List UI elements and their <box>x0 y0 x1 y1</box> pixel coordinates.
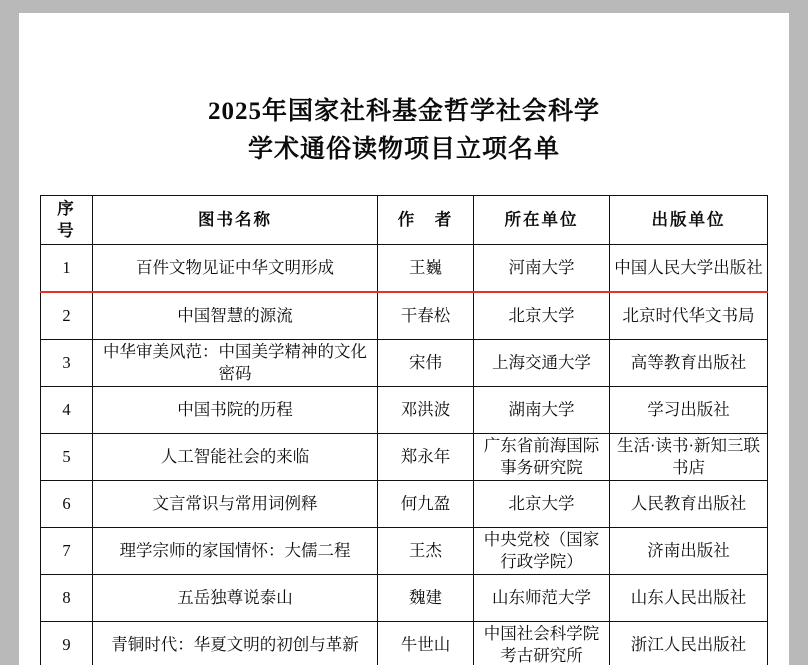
title-line-2: 学术通俗读物项目立项名单 <box>247 136 560 163</box>
cell-author: 牛世山 <box>378 622 474 665</box>
cell-author: 郑永年 <box>378 434 474 481</box>
cell-organization: 中国社会科学院考古研究所 <box>474 622 610 665</box>
cell-book-name: 文言常识与常用词例释 <box>93 481 378 528</box>
title-line-1: 2025年国家社科基金哲学社会科学 <box>207 98 600 125</box>
table-row <box>41 292 768 340</box>
cell-publisher: 北京时代华文书局 <box>610 292 768 340</box>
cell-index: 1 <box>41 245 93 293</box>
cell-index: 3 <box>41 340 93 387</box>
cell-publisher: 学习出版社 <box>610 387 768 434</box>
cell-book-name: 中华审美风范：中国美学精神的文化密码 <box>93 340 378 387</box>
table-header-row <box>41 196 768 245</box>
table-row <box>41 387 768 434</box>
cell-publisher: 济南出版社 <box>610 528 768 575</box>
cell-organization: 北京大学 <box>474 292 610 340</box>
project-list-table <box>40 195 768 665</box>
cell-organization: 上海交通大学 <box>474 340 610 387</box>
cell-organization: 湖南大学 <box>474 387 610 434</box>
table-row <box>41 245 768 293</box>
cell-publisher: 人民教育出版社 <box>610 481 768 528</box>
cell-publisher: 生活·读书·新知三联书店 <box>610 434 768 481</box>
header-organization: 所在单位 <box>474 196 610 245</box>
cell-index: 7 <box>41 528 93 575</box>
cell-book-name: 百件文物见证中华文明形成 <box>93 245 378 293</box>
cell-index: 2 <box>41 292 93 340</box>
table-row <box>41 575 768 622</box>
cell-publisher: 浙江人民出版社 <box>610 622 768 665</box>
cell-organization: 河南大学 <box>474 245 610 293</box>
document-page <box>19 13 789 665</box>
cell-index: 8 <box>41 575 93 622</box>
header-author: 作 者 <box>378 196 474 245</box>
cell-organization: 广东省前海国际事务研究院 <box>474 434 610 481</box>
table-row <box>41 622 768 665</box>
cell-book-name: 中国书院的历程 <box>93 387 378 434</box>
table-row <box>41 528 768 575</box>
header-book-name: 图书名称 <box>93 196 378 245</box>
cell-author: 王杰 <box>378 528 474 575</box>
cell-author: 何九盈 <box>378 481 474 528</box>
cell-publisher: 中国人民大学出版社 <box>610 245 768 293</box>
table-body <box>41 245 768 665</box>
cell-index: 5 <box>41 434 93 481</box>
cell-author: 干春松 <box>378 292 474 340</box>
cell-publisher: 高等教育出版社 <box>610 340 768 387</box>
cell-organization: 山东师范大学 <box>474 575 610 622</box>
cell-index: 9 <box>41 622 93 665</box>
cell-author: 宋伟 <box>378 340 474 387</box>
table-row <box>41 434 768 481</box>
cell-organization: 中央党校（国家行政学院） <box>474 528 610 575</box>
table-row <box>41 340 768 387</box>
cell-index: 6 <box>41 481 93 528</box>
cell-book-name: 人工智能社会的来临 <box>93 434 378 481</box>
header-index: 序 号 <box>41 196 93 245</box>
cell-book-name: 理学宗师的家国情怀：大儒二程 <box>93 528 378 575</box>
cell-publisher: 山东人民出版社 <box>610 575 768 622</box>
cell-book-name: 五岳独尊说泰山 <box>93 575 378 622</box>
cell-author: 魏建 <box>378 575 474 622</box>
cell-index: 4 <box>41 387 93 434</box>
cell-book-name: 青铜时代：华夏文明的初创与革新 <box>93 622 378 665</box>
cell-book-name: 中国智慧的源流 <box>93 292 378 340</box>
document-title <box>19 13 789 169</box>
cell-author: 王巍 <box>378 245 474 293</box>
table-row <box>41 481 768 528</box>
cell-organization: 北京大学 <box>474 481 610 528</box>
cell-author: 邓洪波 <box>378 387 474 434</box>
header-publisher: 出版单位 <box>610 196 768 245</box>
